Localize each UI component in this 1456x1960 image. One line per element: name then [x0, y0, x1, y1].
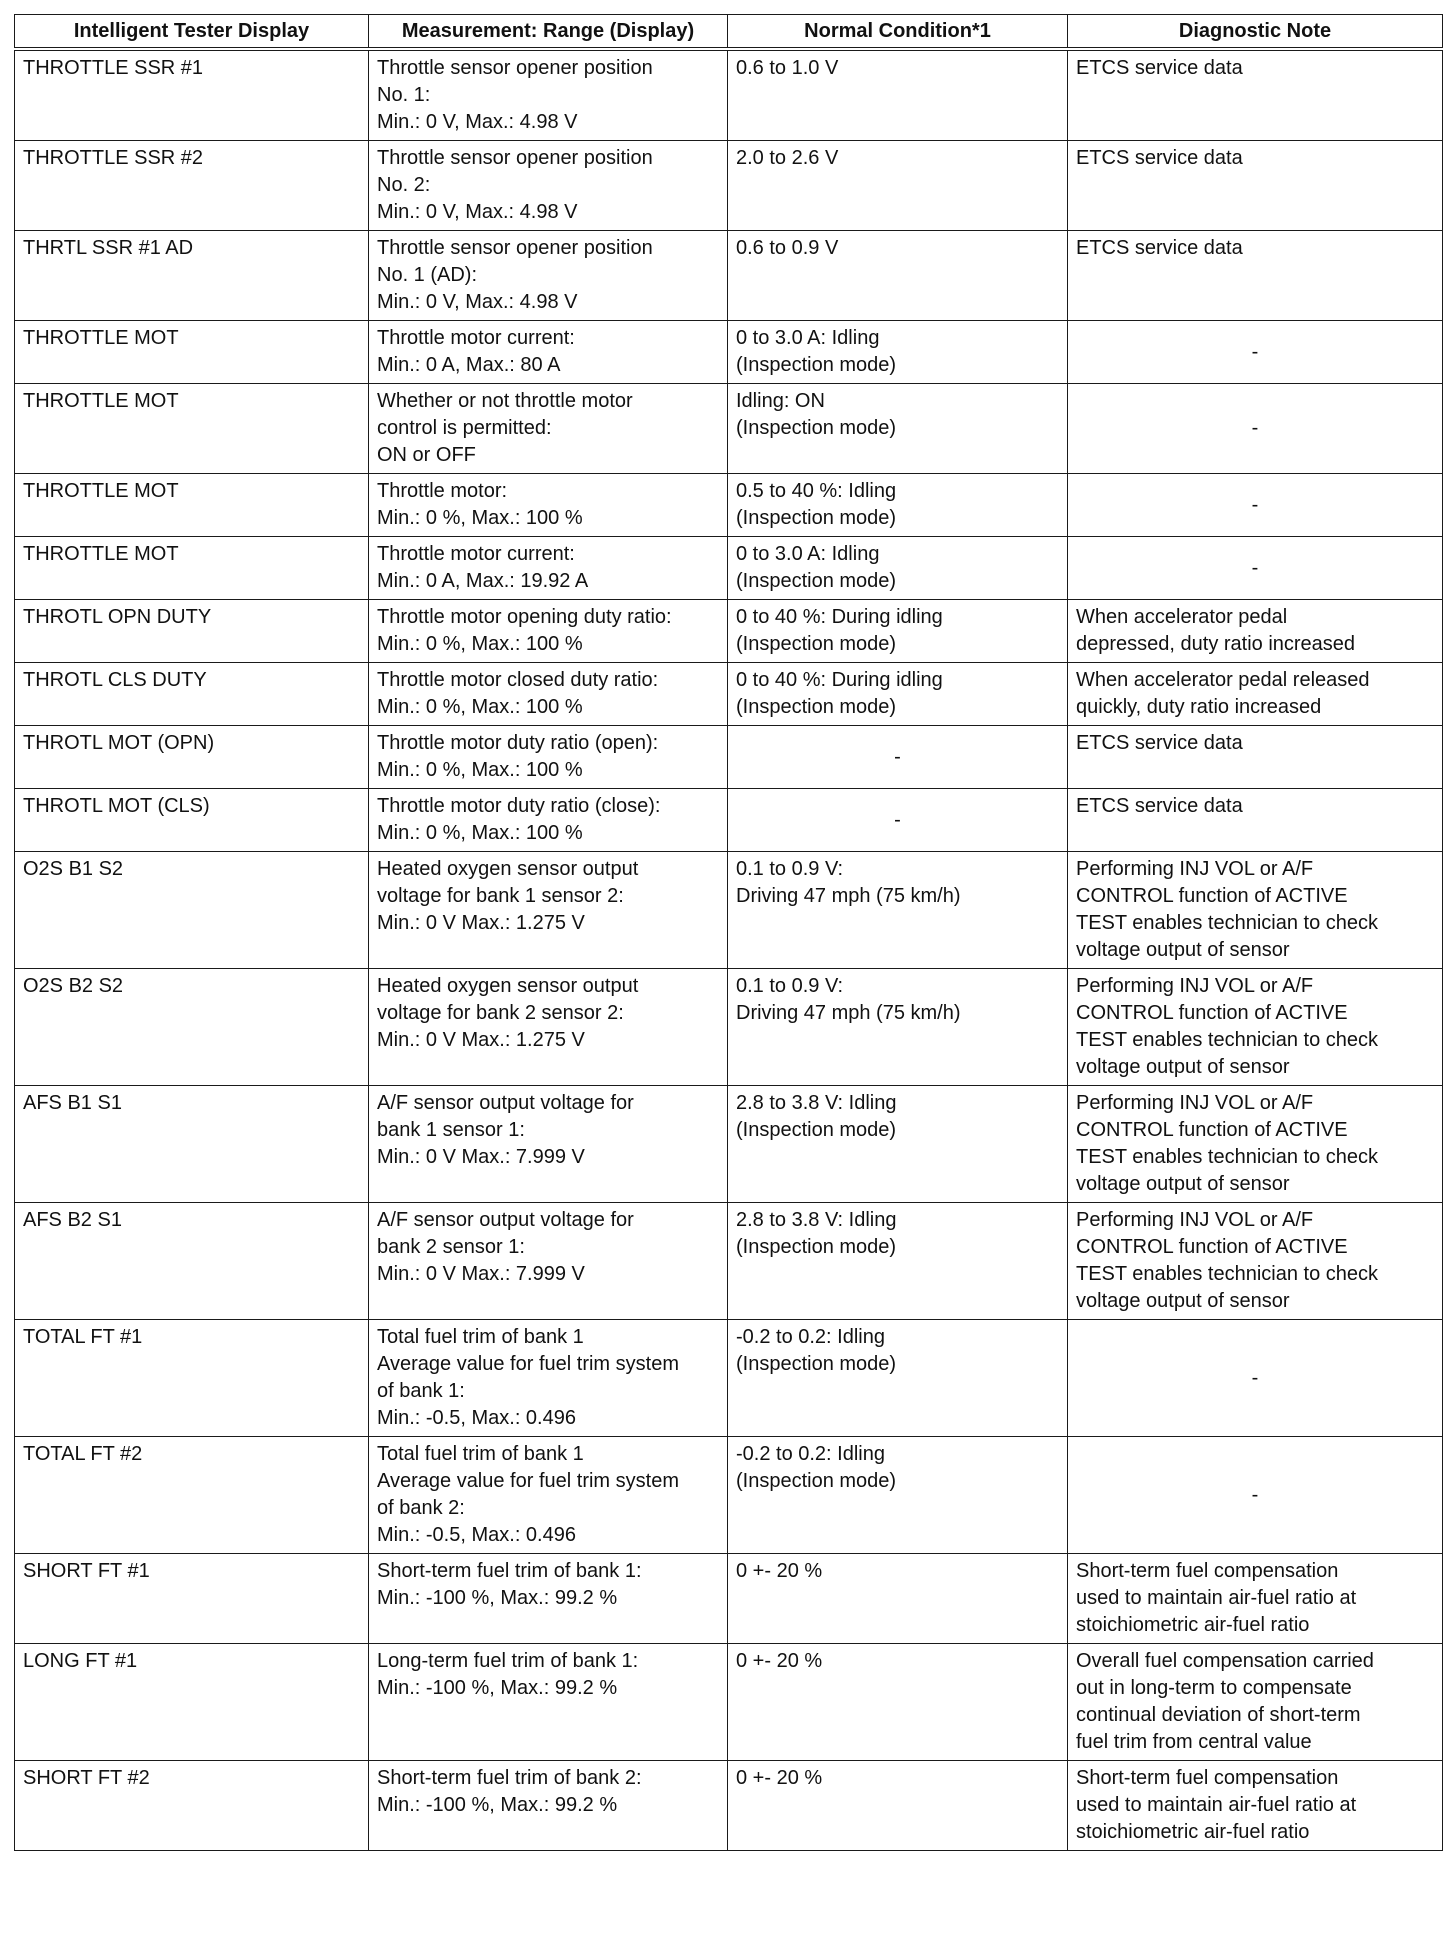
cell-measurement: Whether or not throttle motor control is permitted: ON or OFF: [369, 384, 728, 474]
table-row: [15, 321, 1443, 384]
table-row: [15, 663, 1443, 726]
cell-display: THROTL CLS DUTY: [15, 663, 369, 726]
cell-measurement: Throttle motor duty ratio (open): Min.: 0 %, Max.: 100 %: [369, 726, 728, 789]
cell-diagnostic-note: Performing INJ VOL or A/F CONTROL function of ACTIVE TEST enables technician to check voltage output of sensor: [1068, 969, 1443, 1086]
cell-display: TOTAL FT #1: [15, 1320, 369, 1437]
cell-measurement: Throttle motor current: Min.: 0 A, Max.: 19.92 A: [369, 537, 728, 600]
cell-measurement: Short-term fuel trim of bank 2: Min.: -100 %, Max.: 99.2 %: [369, 1761, 728, 1851]
cell-normal-condition: -0.2 to 0.2: Idling (Inspection mode): [728, 1437, 1068, 1554]
table-row: [15, 1320, 1443, 1437]
cell-normal-condition: 2.8 to 3.8 V: Idling (Inspection mode): [728, 1203, 1068, 1320]
cell-measurement: Throttle sensor opener position No. 1: Min.: 0 V, Max.: 4.98 V: [369, 49, 728, 141]
cell-display: THROTL MOT (OPN): [15, 726, 369, 789]
cell-display: TOTAL FT #2: [15, 1437, 369, 1554]
cell-measurement: Throttle motor duty ratio (close): Min.: 0 %, Max.: 100 %: [369, 789, 728, 852]
table-row: [15, 384, 1443, 474]
cell-display: THROTTLE MOT: [15, 384, 369, 474]
cell-normal-condition: 2.8 to 3.8 V: Idling (Inspection mode): [728, 1086, 1068, 1203]
cell-normal-condition: 0 to 3.0 A: Idling (Inspection mode): [728, 321, 1068, 384]
cell-normal-condition: 0.1 to 0.9 V: Driving 47 mph (75 km/h): [728, 969, 1068, 1086]
header-normal-condition: Normal Condition*1: [728, 15, 1068, 50]
cell-diagnostic-note: Short-term fuel compensation used to maintain air-fuel ratio at stoichiometric air-fuel ratio: [1068, 1554, 1443, 1644]
table-row: [15, 1437, 1443, 1554]
cell-diagnostic-note: Performing INJ VOL or A/F CONTROL function of ACTIVE TEST enables technician to check voltage output of sensor: [1068, 852, 1443, 969]
cell-diagnostic-note: When accelerator pedal released quickly, duty ratio increased: [1068, 663, 1443, 726]
cell-measurement: Throttle motor current: Min.: 0 A, Max.: 80 A: [369, 321, 728, 384]
cell-display: SHORT FT #2: [15, 1761, 369, 1851]
cell-normal-condition: -: [728, 789, 1068, 852]
cell-diagnostic-note: ETCS service data: [1068, 789, 1443, 852]
cell-normal-condition: 0.1 to 0.9 V: Driving 47 mph (75 km/h): [728, 852, 1068, 969]
cell-display: AFS B2 S1: [15, 1203, 369, 1320]
cell-measurement: Heated oxygen sensor output voltage for bank 1 sensor 2: Min.: 0 V Max.: 1.275 V: [369, 852, 728, 969]
cell-measurement: Heated oxygen sensor output voltage for bank 2 sensor 2: Min.: 0 V Max.: 1.275 V: [369, 969, 728, 1086]
cell-measurement: Throttle motor: Min.: 0 %, Max.: 100 %: [369, 474, 728, 537]
cell-diagnostic-note: -: [1068, 474, 1443, 537]
table-row: [15, 231, 1443, 321]
cell-measurement: Throttle motor closed duty ratio: Min.: 0 %, Max.: 100 %: [369, 663, 728, 726]
cell-display: LONG FT #1: [15, 1644, 369, 1761]
cell-measurement: Throttle sensor opener position No. 2: Min.: 0 V, Max.: 4.98 V: [369, 141, 728, 231]
cell-diagnostic-note: -: [1068, 1437, 1443, 1554]
table-row: [15, 537, 1443, 600]
table-row: [15, 474, 1443, 537]
cell-measurement: Long-term fuel trim of bank 1: Min.: -100 %, Max.: 99.2 %: [369, 1644, 728, 1761]
table-row: [15, 1086, 1443, 1203]
cell-display: THROTL OPN DUTY: [15, 600, 369, 663]
cell-display: SHORT FT #1: [15, 1554, 369, 1644]
cell-normal-condition: 0 to 3.0 A: Idling (Inspection mode): [728, 537, 1068, 600]
cell-normal-condition: Idling: ON (Inspection mode): [728, 384, 1068, 474]
cell-diagnostic-note: ETCS service data: [1068, 231, 1443, 321]
table-row: [15, 49, 1443, 141]
cell-display: THRTL SSR #1 AD: [15, 231, 369, 321]
cell-display: THROTL MOT (CLS): [15, 789, 369, 852]
cell-normal-condition: 0 +- 20 %: [728, 1554, 1068, 1644]
cell-display: THROTTLE SSR #2: [15, 141, 369, 231]
cell-diagnostic-note: -: [1068, 1320, 1443, 1437]
cell-normal-condition: -: [728, 726, 1068, 789]
table-row: [15, 1203, 1443, 1320]
cell-display: O2S B2 S2: [15, 969, 369, 1086]
cell-display: O2S B1 S2: [15, 852, 369, 969]
cell-display: AFS B1 S1: [15, 1086, 369, 1203]
table-row: [15, 1554, 1443, 1644]
cell-diagnostic-note: ETCS service data: [1068, 141, 1443, 231]
cell-normal-condition: 0 +- 20 %: [728, 1761, 1068, 1851]
table-row: [15, 726, 1443, 789]
data-list-table: [14, 14, 1443, 1851]
cell-normal-condition: 0.5 to 40 %: Idling (Inspection mode): [728, 474, 1068, 537]
cell-display: THROTTLE MOT: [15, 474, 369, 537]
cell-diagnostic-note: When accelerator pedal depressed, duty ratio increased: [1068, 600, 1443, 663]
table-row: [15, 852, 1443, 969]
cell-diagnostic-note: -: [1068, 384, 1443, 474]
cell-diagnostic-note: Overall fuel compensation carried out in long-term to compensate continual deviation of short-term fuel trim from central value: [1068, 1644, 1443, 1761]
cell-diagnostic-note: ETCS service data: [1068, 726, 1443, 789]
cell-diagnostic-note: ETCS service data: [1068, 49, 1443, 141]
cell-display: THROTTLE MOT: [15, 321, 369, 384]
cell-normal-condition: 0.6 to 0.9 V: [728, 231, 1068, 321]
cell-normal-condition: 0 +- 20 %: [728, 1644, 1068, 1761]
cell-measurement: A/F sensor output voltage for bank 1 sensor 1: Min.: 0 V Max.: 7.999 V: [369, 1086, 728, 1203]
cell-normal-condition: 2.0 to 2.6 V: [728, 141, 1068, 231]
cell-measurement: Throttle sensor opener position No. 1 (AD): Min.: 0 V, Max.: 4.98 V: [369, 231, 728, 321]
cell-normal-condition: 0.6 to 1.0 V: [728, 49, 1068, 141]
cell-normal-condition: 0 to 40 %: During idling (Inspection mode): [728, 600, 1068, 663]
table-row: [15, 1761, 1443, 1851]
table-row: [15, 600, 1443, 663]
document-page: [14, 14, 1442, 1851]
cell-measurement: Throttle motor opening duty ratio: Min.: 0 %, Max.: 100 %: [369, 600, 728, 663]
cell-measurement: Short-term fuel trim of bank 1: Min.: -100 %, Max.: 99.2 %: [369, 1554, 728, 1644]
cell-diagnostic-note: Performing INJ VOL or A/F CONTROL function of ACTIVE TEST enables technician to check voltage output of sensor: [1068, 1203, 1443, 1320]
cell-normal-condition: -0.2 to 0.2: Idling (Inspection mode): [728, 1320, 1068, 1437]
table-row: [15, 789, 1443, 852]
table-row: [15, 1644, 1443, 1761]
cell-display: THROTTLE MOT: [15, 537, 369, 600]
cell-diagnostic-note: Performing INJ VOL or A/F CONTROL function of ACTIVE TEST enables technician to check voltage output of sensor: [1068, 1086, 1443, 1203]
cell-display: THROTTLE SSR #1: [15, 49, 369, 141]
cell-diagnostic-note: Short-term fuel compensation used to maintain air-fuel ratio at stoichiometric air-fuel ratio: [1068, 1761, 1443, 1851]
header-measurement-range: Measurement: Range (Display): [369, 15, 728, 50]
cell-measurement: Total fuel trim of bank 1 Average value for fuel trim system of bank 1: Min.: -0.5, Max.: 0.496: [369, 1320, 728, 1437]
cell-measurement: Total fuel trim of bank 1 Average value for fuel trim system of bank 2: Min.: -0.5, Max.: 0.496: [369, 1437, 728, 1554]
table-body: [15, 49, 1443, 1851]
cell-diagnostic-note: -: [1068, 537, 1443, 600]
table-row: [15, 969, 1443, 1086]
cell-normal-condition: 0 to 40 %: During idling (Inspection mode): [728, 663, 1068, 726]
table-header-row: [15, 15, 1443, 50]
cell-diagnostic-note: -: [1068, 321, 1443, 384]
table-row: [15, 141, 1443, 231]
cell-measurement: A/F sensor output voltage for bank 2 sensor 1: Min.: 0 V Max.: 7.999 V: [369, 1203, 728, 1320]
header-diagnostic-note: Diagnostic Note: [1068, 15, 1443, 50]
header-tester-display: Intelligent Tester Display: [15, 15, 369, 50]
